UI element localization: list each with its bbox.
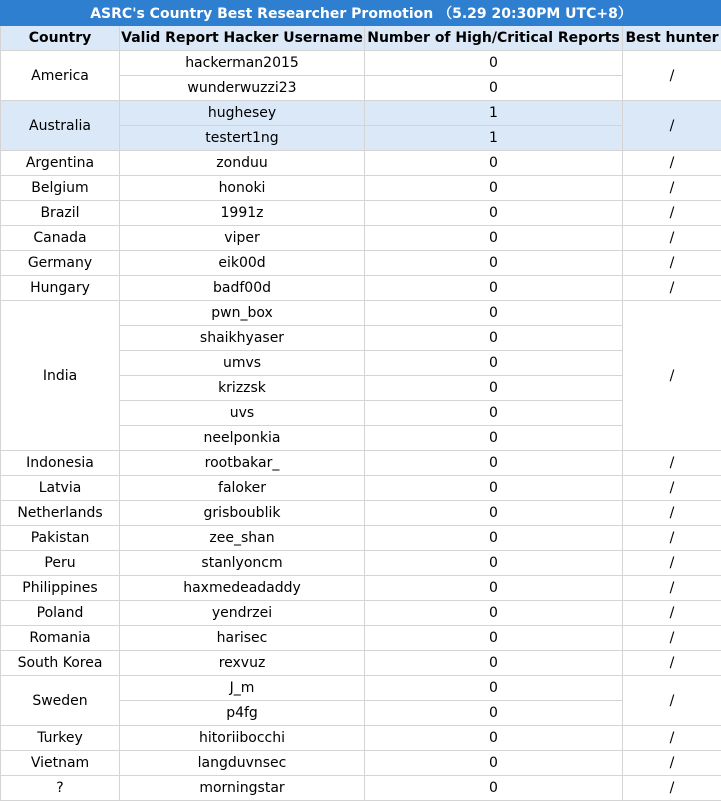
username-cell: shaikhyaser — [120, 326, 365, 351]
table-row — [1, 301, 721, 326]
username-cell: morningstar — [120, 776, 365, 801]
report-count-cell: 0 — [365, 326, 623, 351]
report-count-cell: 0 — [365, 601, 623, 626]
username-cell: zonduu — [120, 151, 365, 176]
username-cell: uvs — [120, 401, 365, 426]
table-row — [1, 501, 721, 526]
report-count-cell: 0 — [365, 201, 623, 226]
country-cell: ? — [1, 776, 120, 801]
report-count-cell: 0 — [365, 676, 623, 701]
best-hunter-cell: / — [623, 601, 721, 626]
report-count-cell: 1 — [365, 126, 623, 151]
header-report-count: Number of High/Critical Reports — [365, 26, 623, 51]
username-cell: haxmedeadaddy — [120, 576, 365, 601]
country-cell: Romania — [1, 626, 120, 651]
header-country: Country — [1, 26, 120, 51]
best-hunter-cell: / — [623, 651, 721, 676]
best-hunter-cell: / — [623, 151, 721, 176]
country-cell: Vietnam — [1, 751, 120, 776]
username-cell: krizzsk — [120, 376, 365, 401]
best-hunter-cell: / — [623, 276, 721, 301]
table-row — [1, 651, 721, 676]
report-count-cell: 0 — [365, 451, 623, 476]
report-count-cell: 0 — [365, 401, 623, 426]
username-cell: neelponkia — [120, 426, 365, 451]
report-count-cell: 0 — [365, 501, 623, 526]
table-row — [1, 251, 721, 276]
username-cell: yendrzei — [120, 601, 365, 626]
table-row — [1, 626, 721, 651]
country-cell: Philippines — [1, 576, 120, 601]
report-count-cell: 0 — [365, 176, 623, 201]
username-cell: viper — [120, 226, 365, 251]
username-cell: 1991z — [120, 201, 365, 226]
best-hunter-cell: / — [623, 226, 721, 251]
best-hunter-cell: / — [623, 626, 721, 651]
username-cell: rootbakar_ — [120, 451, 365, 476]
best-hunter-cell: / — [623, 551, 721, 576]
country-cell: Peru — [1, 551, 120, 576]
username-cell: faloker — [120, 476, 365, 501]
table-row — [1, 751, 721, 776]
report-count-cell: 0 — [365, 776, 623, 801]
report-count-cell: 0 — [365, 626, 623, 651]
country-cell: Sweden — [1, 676, 120, 726]
username-cell: harisec — [120, 626, 365, 651]
report-count-cell: 0 — [365, 551, 623, 576]
table-row — [1, 476, 721, 501]
table-row — [1, 776, 721, 801]
best-hunter-cell: / — [623, 51, 721, 101]
best-hunter-cell: / — [623, 201, 721, 226]
best-hunter-cell: / — [623, 776, 721, 801]
report-count-cell: 0 — [365, 751, 623, 776]
table-row — [1, 176, 721, 201]
country-cell: Brazil — [1, 201, 120, 226]
table-row — [1, 601, 721, 626]
username-cell: hughesey — [120, 101, 365, 126]
best-hunter-cell: / — [623, 501, 721, 526]
country-cell: America — [1, 51, 120, 101]
country-cell: Turkey — [1, 726, 120, 751]
best-hunter-cell: / — [623, 301, 721, 451]
report-count-cell: 0 — [365, 426, 623, 451]
username-cell: grisboublik — [120, 501, 365, 526]
report-count-cell: 0 — [365, 651, 623, 676]
best-hunter-cell: / — [623, 476, 721, 501]
country-cell: Hungary — [1, 276, 120, 301]
table-title: ASRC's Country Best Researcher Promotion （5.29 20:30PM UTC+8） — [1, 1, 721, 26]
report-count-cell: 0 — [365, 76, 623, 101]
best-hunter-cell: / — [623, 251, 721, 276]
report-count-cell: 0 — [365, 276, 623, 301]
table-body — [1, 51, 721, 801]
best-hunter-cell: / — [623, 101, 721, 151]
best-hunter-cell: / — [623, 176, 721, 201]
country-cell: Germany — [1, 251, 120, 276]
table-row — [1, 726, 721, 751]
report-count-cell: 0 — [365, 151, 623, 176]
report-count-cell: 0 — [365, 576, 623, 601]
username-cell: pwn_box — [120, 301, 365, 326]
header-row — [1, 26, 721, 51]
table-row — [1, 51, 721, 76]
username-cell: p4fg — [120, 701, 365, 726]
best-hunter-cell: / — [623, 451, 721, 476]
country-cell: Latvia — [1, 476, 120, 501]
report-count-cell: 1 — [365, 101, 623, 126]
report-count-cell: 0 — [365, 351, 623, 376]
country-cell: India — [1, 301, 120, 451]
table-row — [1, 151, 721, 176]
table-row — [1, 526, 721, 551]
table-row — [1, 226, 721, 251]
header-username: Valid Report Hacker Username — [120, 26, 365, 51]
country-cell: Canada — [1, 226, 120, 251]
report-count-cell: 0 — [365, 476, 623, 501]
username-cell: umvs — [120, 351, 365, 376]
report-count-cell: 0 — [365, 726, 623, 751]
username-cell: J_m — [120, 676, 365, 701]
username-cell: eik00d — [120, 251, 365, 276]
best-hunter-cell: / — [623, 676, 721, 726]
report-count-cell: 0 — [365, 251, 623, 276]
username-cell: langduvnsec — [120, 751, 365, 776]
username-cell: rexvuz — [120, 651, 365, 676]
table-row — [1, 201, 721, 226]
report-count-cell: 0 — [365, 226, 623, 251]
country-cell: Netherlands — [1, 501, 120, 526]
username-cell: hitoriibocchi — [120, 726, 365, 751]
header-best-hunter: Best hunter — [623, 26, 721, 51]
country-cell: Belgium — [1, 176, 120, 201]
country-cell: Australia — [1, 101, 120, 151]
best-hunter-cell: / — [623, 726, 721, 751]
report-count-cell: 0 — [365, 526, 623, 551]
title-row — [1, 1, 721, 26]
country-cell: Pakistan — [1, 526, 120, 551]
report-count-cell: 0 — [365, 301, 623, 326]
username-cell: testert1ng — [120, 126, 365, 151]
username-cell: honoki — [120, 176, 365, 201]
table-row — [1, 101, 721, 126]
country-cell: South Korea — [1, 651, 120, 676]
username-cell: stanlyoncm — [120, 551, 365, 576]
report-count-cell: 0 — [365, 51, 623, 76]
username-cell: badf00d — [120, 276, 365, 301]
report-count-cell: 0 — [365, 701, 623, 726]
username-cell: hackerman2015 — [120, 51, 365, 76]
username-cell: zee_shan — [120, 526, 365, 551]
report-count-cell: 0 — [365, 376, 623, 401]
table-row — [1, 451, 721, 476]
table-row — [1, 276, 721, 301]
country-cell: Argentina — [1, 151, 120, 176]
table-row — [1, 676, 721, 701]
best-hunter-cell: / — [623, 576, 721, 601]
username-cell: wunderwuzzi23 — [120, 76, 365, 101]
country-cell: Indonesia — [1, 451, 120, 476]
best-hunter-cell: / — [623, 526, 721, 551]
best-hunter-cell: / — [623, 751, 721, 776]
table-row — [1, 551, 721, 576]
table-row — [1, 576, 721, 601]
country-cell: Poland — [1, 601, 120, 626]
